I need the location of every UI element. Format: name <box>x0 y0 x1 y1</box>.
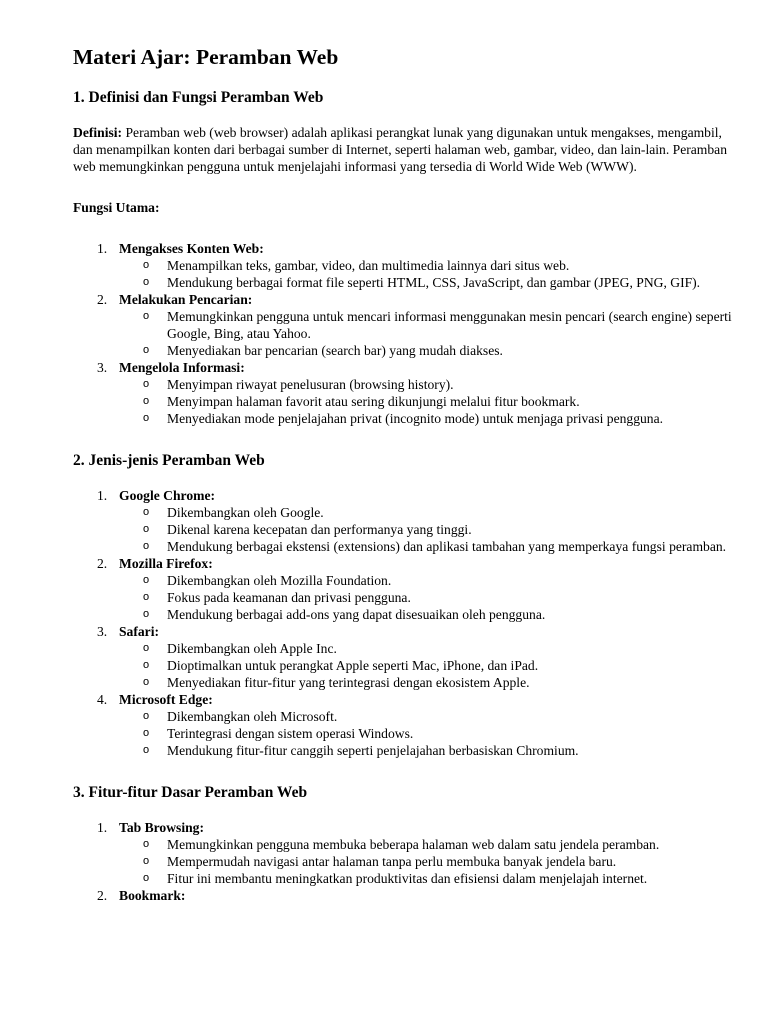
item-number: 4. <box>97 692 108 707</box>
bullet-icon: o <box>143 744 150 756</box>
item-number: 1. <box>97 241 108 256</box>
section-heading-jenis: 2. Jenis-jenis Peramban Web <box>73 452 265 469</box>
list-item <box>73 555 733 623</box>
definition-paragraph <box>73 124 733 175</box>
bullet-icon: o <box>143 310 150 322</box>
browser-types-list <box>73 487 733 759</box>
bullet-icon: o <box>143 710 150 722</box>
bullet-icon: o <box>143 591 150 603</box>
bullet-icon: o <box>143 642 150 654</box>
bullet-icon: o <box>143 838 150 850</box>
sub-list-item <box>119 410 733 427</box>
sub-item-text: Menyimpan riwayat penelusuran (browsing history). <box>167 377 454 392</box>
sub-item-text: Dikembangkan oleh Google. <box>167 505 324 520</box>
sub-item-text: Mendukung berbagai ekstensi (extensions) dan aplikasi tambahan yang memperkaya fungsi peramban. <box>167 539 727 554</box>
list-item <box>73 240 733 291</box>
bullet-icon: o <box>143 259 150 271</box>
item-number: 2. <box>97 292 108 307</box>
sub-list-item <box>119 640 733 657</box>
sub-list-item <box>119 853 733 870</box>
sub-item-text: Mendukung fitur-fitur canggih seperti penjelajahan berbasiskan Chromium. <box>167 743 579 758</box>
sub-item-text: Dikembangkan oleh Mozilla Foundation. <box>167 573 392 588</box>
sub-list-item <box>119 274 733 291</box>
bullet-icon: o <box>143 574 150 586</box>
bullet-icon: o <box>143 506 150 518</box>
sub-list-item <box>119 725 733 742</box>
sub-item-text: Fokus pada keamanan dan privasi pengguna. <box>167 590 411 605</box>
sub-list <box>119 308 733 359</box>
sub-item-text: Menyediakan fitur-fitur yang terintegrasi dengan ekosistem Apple. <box>167 675 530 690</box>
sub-list-item <box>119 742 733 759</box>
sub-item-text: Menyediakan bar pencarian (search bar) yang mudah diakses. <box>167 343 503 358</box>
sub-list-item <box>119 657 733 674</box>
sub-list-item <box>119 504 733 521</box>
item-heading: Mengakses Konten Web: <box>119 241 264 256</box>
item-heading: Google Chrome: <box>119 488 216 503</box>
list-item <box>73 623 733 691</box>
sub-list-item <box>119 538 733 555</box>
item-number: 1. <box>97 820 108 835</box>
list-item <box>73 691 733 759</box>
sub-item-text: Menyimpan halaman favorit atau sering dikunjungi melalui fitur bookmark. <box>167 394 580 409</box>
sub-item-text: Dikenal karena kecepatan dan performanya yang tinggi. <box>167 522 472 537</box>
item-number: 1. <box>97 488 108 503</box>
definition-text: Peramban web (web browser) adalah aplikasi perangkat lunak yang digunakan untuk mengakses, mengambil, dan menampilkan konten dari berbagai sumber di Internet, seperti halaman web, gambar, video, dan lain-lain. Peramban web memungkinkan pengguna untuk menjelajahi informasi yang tersedia di World Wide Web (WWW). <box>73 125 727 174</box>
bullet-icon: o <box>143 659 150 671</box>
sub-list-item <box>119 393 733 410</box>
sub-item-text: Dikembangkan oleh Microsoft. <box>167 709 338 724</box>
page-title: Materi Ajar: Peramban Web <box>73 45 339 69</box>
section-heading-definisi: 1. Definisi dan Fungsi Peramban Web <box>73 89 324 106</box>
sub-item-text: Mendukung berbagai add-ons yang dapat disesuaikan oleh pengguna. <box>167 607 546 622</box>
sub-item-text: Dioptimalkan untuk perangkat Apple seperti Mac, iPhone, dan iPad. <box>167 658 539 673</box>
bullet-icon: o <box>143 344 150 356</box>
bullet-icon: o <box>143 412 150 424</box>
sub-list-item <box>119 708 733 725</box>
item-heading: Melakukan Pencarian: <box>119 292 253 307</box>
sub-list-item <box>119 376 733 393</box>
bullet-icon: o <box>143 523 150 535</box>
bullet-icon: o <box>143 395 150 407</box>
sub-list-item <box>119 572 733 589</box>
section-heading-fitur: 3. Fitur-fitur Dasar Peramban Web <box>73 784 308 801</box>
item-heading: Tab Browsing: <box>119 820 204 835</box>
sub-item-text: Mendukung berbagai format file seperti HTML, CSS, JavaScript, dan gambar (JPEG, PNG, GIF). <box>167 275 701 290</box>
sub-item-text: Menampilkan teks, gambar, video, dan multimedia lainnya dari situs web. <box>167 258 570 273</box>
sub-list <box>119 257 733 291</box>
list-item <box>73 887 733 904</box>
sub-item-text: Menyediakan mode penjelajahan privat (incognito mode) untuk menjaga privasi pengguna. <box>167 411 664 426</box>
sub-list <box>119 572 733 623</box>
bullet-icon: o <box>143 378 150 390</box>
sub-list-item <box>119 257 733 274</box>
list-item <box>73 291 733 359</box>
document-page <box>73 44 733 904</box>
fungsi-utama-label: Fungsi Utama: <box>73 200 160 215</box>
sub-list <box>119 376 733 427</box>
bullet-icon: o <box>143 276 150 288</box>
item-heading: Mozilla Firefox: <box>119 556 213 571</box>
sub-item-text: Memungkinkan pengguna untuk mencari informasi menggunakan mesin pencari (search engine) seperti Google, Bing, atau Yahoo. <box>167 309 732 341</box>
list-item <box>73 819 733 887</box>
sub-list-item <box>119 521 733 538</box>
bullet-icon: o <box>143 872 150 884</box>
item-heading: Mengelola Informasi: <box>119 360 245 375</box>
fungsi-list <box>73 240 733 427</box>
sub-list-item <box>119 870 733 887</box>
features-list <box>73 819 733 904</box>
sub-list-item <box>119 836 733 853</box>
sub-list-item <box>119 674 733 691</box>
list-item <box>73 359 733 427</box>
item-number: 3. <box>97 624 108 639</box>
bullet-icon: o <box>143 855 150 867</box>
sub-list-item <box>119 606 733 623</box>
sub-list <box>119 640 733 691</box>
bullet-icon: o <box>143 540 150 552</box>
sub-item-text: Terintegrasi dengan sistem operasi Windows. <box>167 726 414 741</box>
item-number: 2. <box>97 888 108 903</box>
sub-item-text: Fitur ini membantu meningkatkan produktivitas dan efisiensi dalam menjelajah internet. <box>167 871 648 886</box>
sub-list-item <box>119 308 733 342</box>
sub-list <box>119 708 733 759</box>
item-heading: Bookmark: <box>119 888 186 903</box>
bullet-icon: o <box>143 676 150 688</box>
list-item <box>73 487 733 555</box>
definition-label: Definisi: <box>73 125 123 140</box>
sub-list-item <box>119 589 733 606</box>
item-number: 2. <box>97 556 108 571</box>
sub-item-text: Dikembangkan oleh Apple Inc. <box>167 641 337 656</box>
sub-list <box>119 504 733 555</box>
item-number: 3. <box>97 360 108 375</box>
bullet-icon: o <box>143 727 150 739</box>
bullet-icon: o <box>143 608 150 620</box>
sub-item-text: Mempermudah navigasi antar halaman tanpa perlu membuka banyak jendela baru. <box>167 854 617 869</box>
sub-item-text: Memungkinkan pengguna membuka beberapa halaman web dalam satu jendela peramban. <box>167 837 660 852</box>
item-heading: Safari: <box>119 624 160 639</box>
sub-list <box>119 836 733 887</box>
sub-list-item <box>119 342 733 359</box>
item-heading: Microsoft Edge: <box>119 692 213 707</box>
